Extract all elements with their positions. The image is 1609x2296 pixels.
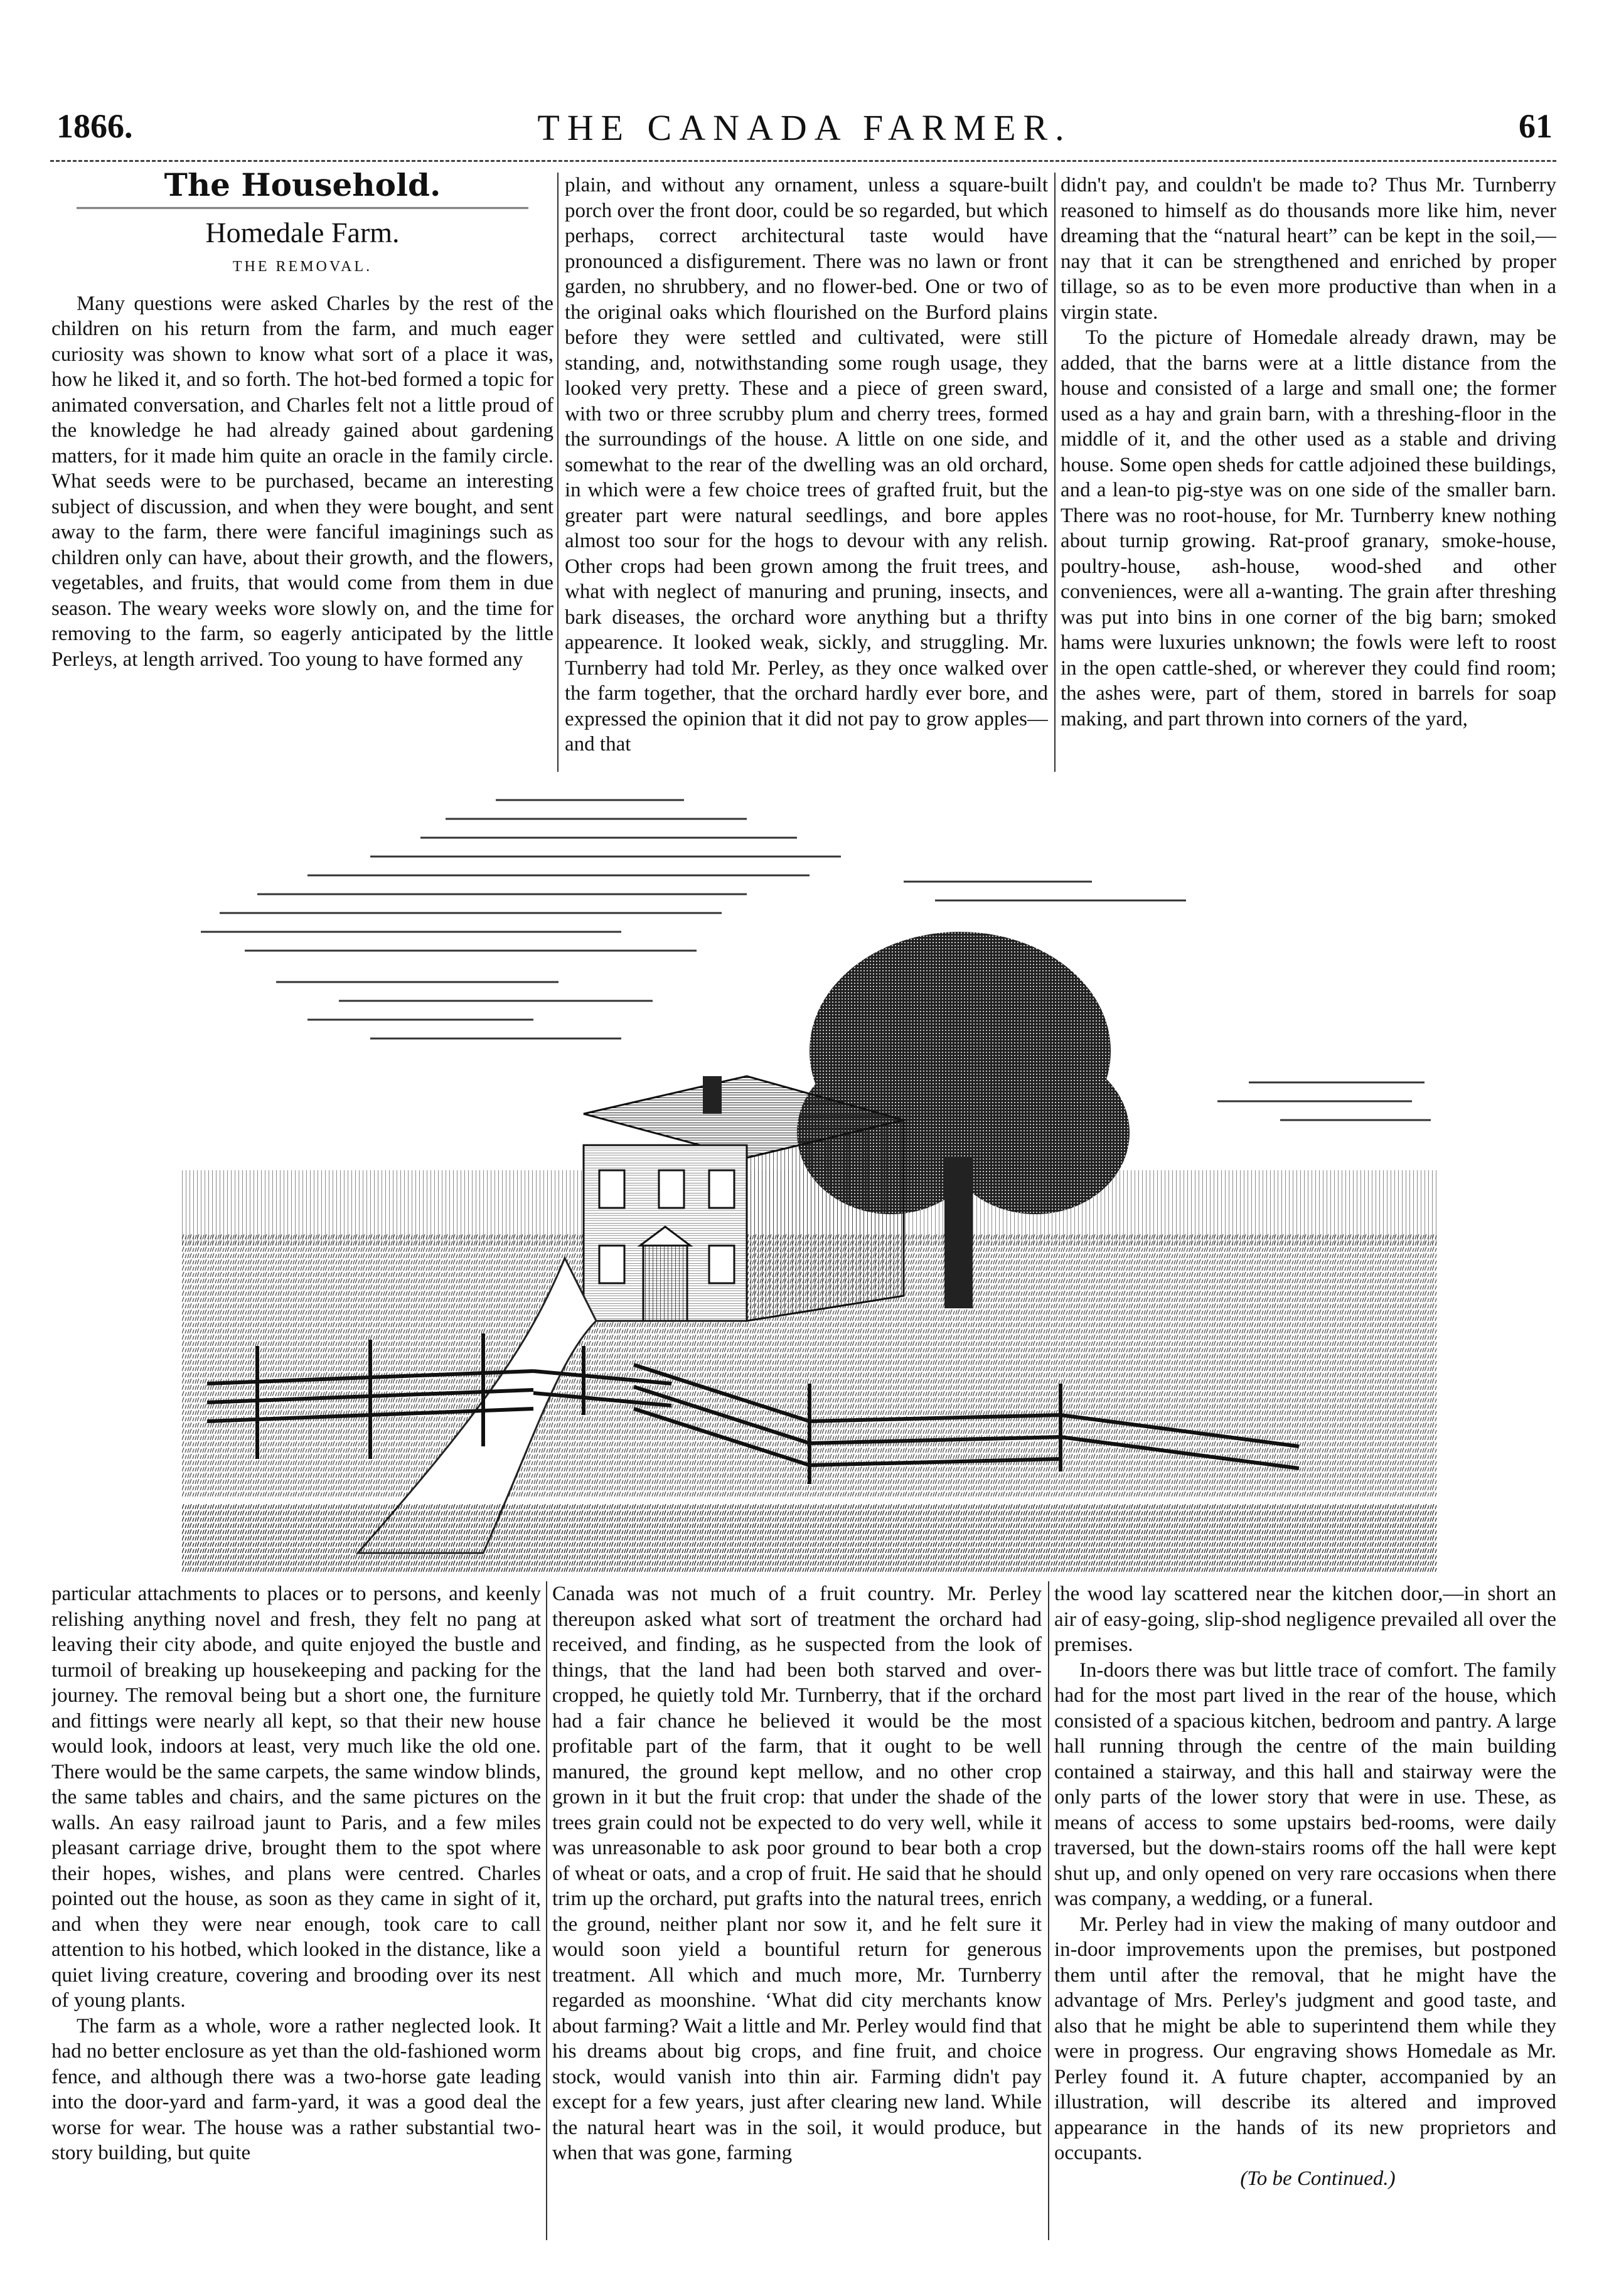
paragraph: To the picture of Homedale already drawn, may be added, that the barns were at a little distance from the house and consisted of a large and small one; the former used as a hay and grain barn, with a threshing-floor in the middle of it, and the other used as a stable and driving house. Some open sheds for cattle adjoined these buildings, and a lean-to pig-stye was on one side of the smaller barn. There was no root-house, for Mr. Turnberry knew nothing about turnip growing. Rat-proof granary, smoke-house, poultry-house, ash-house, wood-shed and other conveniences, were all a-wanting. The grain after threshing was put into bins in one corner of the big barn; smoked hams were luxuries unknown; the fowls were left to roost in the open cattle-shed, or wherever they could find room; the ashes were, part of them, stored in barrels for soap making, and part thrown into corners of the yard, (1061, 326, 1556, 730)
top-column-3 (1061, 173, 1556, 775)
journal-title: THE CANADA FARMER. (537, 107, 1072, 148)
paragraph: Canada was not much of a fruit country. Mr. Perley thereupon asked what sort of treatment the orchard had received, and finding, as he suspected from the look of things, that the land had been both starved and over-cropped, he quietly told Mr. Turnberry, that if the orchard had a fair chance he believed it would be the most profitable part of the farm, that it ought to be well manured, the ground kept mellow, and no other crop grown in it but the fruit crop: that under the shade of the trees grain could not be expected to do very well, while it was unreasonable to ask poor ground to bear both a crop of wheat or oats, and a crop of fruit. He said that he should trim up the orchard, put grafts into the natural trees, enrich the ground, neither plant nor sow it, and he felt sure it would soon yield a bountiful return for generous treatment. All which and much more, Mr. Turnberry regarded as moonshine. ‘What did city merchants know about farming? Wait a little and Mr. Perley would find that his dreams about big crops, and fine fruit, and choice stock, would vanish into thin air. Farming didn't pay except for a few years, just after clearing new land. While the natural heart was in the soil, it would produce, but when that was gone, farming (552, 1583, 1042, 2164)
article-title: Homedale Farm. (205, 216, 400, 248)
section-heading: The Household. (164, 173, 441, 203)
foreground-grass (182, 1503, 1437, 1572)
continued-note: (To be Continued.) (1240, 2167, 1396, 2190)
section-rule (77, 207, 528, 209)
paragraph: didn't pay, and couldn't be made to? Thus Mr. Turnberry reasoned to himself as do thousands more like him, never dreaming that the “natural heart” can be kept in the soil,—nay that it can be strengthened and enriched by proper tillage, so as to be even more productive than when in a virgin state. (1061, 174, 1556, 324)
bottom-column-3 (1054, 1581, 1556, 2246)
paragraph: plain, and without any ornament, unless a square-built porch over the front door, could be so regarded, but which perhaps, correct architectural taste would have pronounced a disfigurement. There was no lawn or front garden, no shrubbery, and no flower-bed. One or two of the original oaks which flourished on the Burford plains before they were settled and cultivated, were still standing, and, notwithstanding some rough usage, they looked very pretty. These and a piece of green sward, with two or three scrubby plum and cherry trees, formed the surroundings of the house. A little on one side, and somewhat to the rear of the dwelling was an old orchard, in which were a few choice trees of grafted fruit, but the greater part were natural seedlings, and bore apples almost too sour for the hogs to devour with any relish. Other crops had been grown among the fruit trees, and what with neglect of manuring and pruning, insects, and bark diseases, the orchard wore anything but a thrifty appearence. It looked weak, sickly, and struggling. Mr. Turnberry had told Mr. Perley, as they once walked over the farm together, that the orchard hardly ever bore, and expressed the opinion that it did not pay to grow apples—and that (565, 174, 1048, 756)
paragraph: The farm as a whole, wore a rather neglected look. It had no better enclosure as yet than the old-fashioned worm fence, and although there was a two-horse gate leading into the door-yard and farm-yard, it was a good deal the worse for wear. The house was a rather substantial two-story building, but quite (51, 2014, 541, 2164)
article-subtitle: THE REMOVAL. (232, 259, 373, 275)
top-column-1 (51, 173, 553, 775)
header-rule (50, 160, 1556, 162)
page-year: 1866. (56, 107, 133, 145)
column-rule (1048, 1581, 1049, 2240)
column-rule (557, 173, 559, 772)
column-rule (1054, 173, 1056, 772)
bottom-column-1 (51, 1581, 541, 2240)
column-rule (546, 1581, 547, 2240)
farmhouse (584, 1076, 904, 1321)
bottom-column-2 (552, 1581, 1042, 2240)
page-header (0, 107, 1609, 163)
paragraph: particular attachments to places or to persons, and keenly relishing anything novel and fresh, they felt no pang at leaving their city abode, and quite enjoyed the bustle and turmoil of breaking up housekeeping and packing for the journey. The removal being but a short one, the furniture and fittings were nearly all kept, so that their new house would look, indoors at least, very much like the old one. There would be the same carpets, the same window blinds, the same tables and chairs, and the same pictures on the walls. An easy railroad jaunt to Paris, and a few miles pleasant carriage drive, brought them to the spot where their hopes, wishes, and plans were centred. Charles pointed out the house, as soon as they came in sight of it, and when they were near enough, took care to call attention to his hotbed, which looked in the distance, like a quiet living creature, covering and brooding over its nest of young plants. (51, 1583, 541, 2012)
paragraph: Many questions were asked Charles by the rest of the children on his return from the farm, and much eager curiosity was shown to know what sort of a place it was, how he liked it, and so forth. The hot-bed formed a topic for animated conversation, and Charles felt not a little proud of the knowledge he had already gained about gardening matters, for it made him quite an oracle in the family circle. What seeds were to be purchased, became an interesting subject of discussion, and when they were bought, and sent away to the farm, there were fanciful imaginings such as children only can have, about their growth, and the flowers, vegetables, and fruits, that would come from them in due season. The weary weeks wore slowly on, and the time for removing to the farm, so eagerly anticipated by the little Perleys, at length arrived. Too young to have formed any (51, 292, 553, 671)
paragraph: In-doors there was but little trace of comfort. The family had for the most part lived in the rear of the house, which consisted of a spacious kitchen, bedroom and pantry. A large hall running through the centre of the main building contained a stairway, and this hall and stairway were the only parts of the lower story that were in use. These, as means of access to some upstairs bed-rooms, were daily traversed, but the down-stairs rooms off the hall were kept shut up, and only opened on very rare occasions when there was company, a wedding, or a funeral. (1054, 1658, 1556, 1910)
top-column-2 (565, 173, 1048, 775)
page-number: 61 (1519, 107, 1553, 145)
paragraph: the wood lay scattered near the kitchen door,—in short an air of easy-going, slip-shod negligence prevailed all over the premises. (1054, 1583, 1556, 1656)
paragraph: Mr. Perley had in view the making of many outdoor and in-door improvements upon the premises, but postponed them until after the removal, that he might have the advantage of Mrs. Perley's judgment and good taste, and also that he might be able to superintend them while they were in progress. Our engraving shows Homedale as Mr. Perley found it. A future chapter, accompanied by an illustration, will describe its altered and improved appearance in the hands of its new proprietors and occupants. (1054, 1913, 1556, 2164)
homedale-farm-engraving (182, 781, 1437, 1578)
